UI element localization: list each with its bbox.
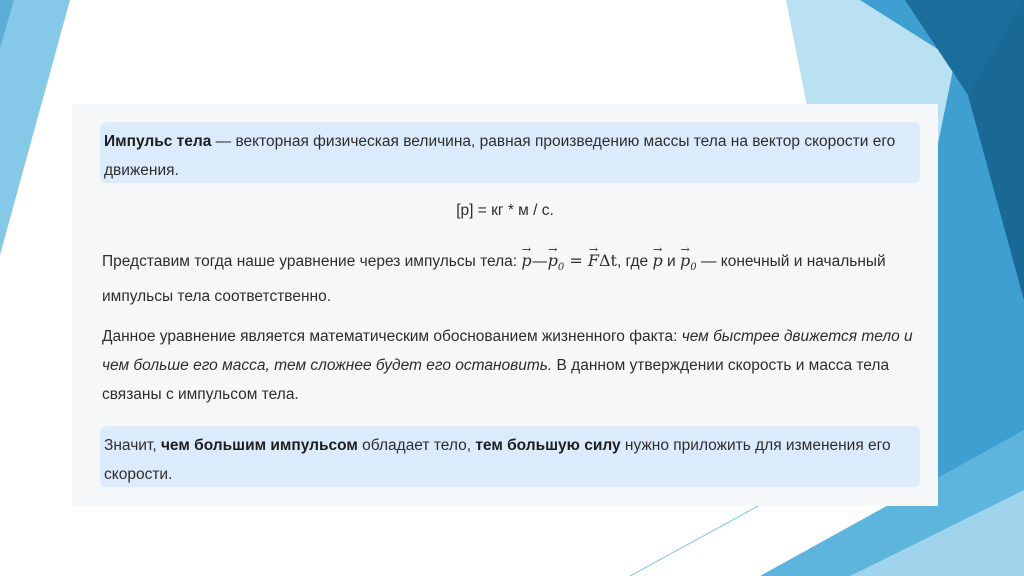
subscript-0: 0: [557, 262, 565, 274]
definition-box: [100, 122, 920, 183]
vector-p-ref: → p: [652, 246, 662, 275]
units-formula: [p] = кг * м / с.: [456, 202, 554, 219]
conclusion-t1: Значит,: [104, 437, 161, 454]
delta-t: Δt: [598, 251, 617, 270]
conclusion-t3: нужно приложить для изменения его скорости.: [104, 437, 891, 483]
vector-p0-ref: → p: [680, 246, 690, 275]
and-text: и: [662, 253, 681, 270]
explanation-italic: чем быстрее движется тело и чем больше его масса, тем сложнее будет его остановить.: [102, 328, 913, 374]
conclusion-b1: чем большим импульсом: [160, 437, 358, 454]
vector-p0: → p: [548, 246, 558, 275]
equation-dash: —: [531, 251, 548, 270]
equation-paragraph: [102, 246, 932, 311]
content-panel: [72, 104, 938, 506]
left-triangle-light: [0, 0, 70, 255]
conclusion-box: [100, 426, 920, 487]
equation-formula: [521, 251, 617, 274]
where-text: , где: [616, 253, 653, 270]
conclusion-t2: обладает тело,: [357, 437, 476, 454]
explanation-start: Данное уравнение является математическим обоснованием жизненного факта:: [102, 328, 682, 345]
definition-text: — векторная физическая величина, равная произведению массы тела на вектор скорости его движения.: [104, 133, 896, 179]
definition-term: Импульс тела: [104, 133, 212, 150]
equals-sign: =: [564, 251, 588, 270]
vector-F: → F: [588, 246, 599, 275]
conclusion-b2: тем большую силу: [475, 437, 621, 454]
vector-p: → p: [521, 246, 531, 275]
thin-line: [630, 505, 760, 576]
explanation-paragraph: [102, 322, 932, 409]
equation-intro: Представим тогда наше уравнение через импульсы тела:: [102, 253, 522, 270]
explanation-end: В данном утверждении скорость и масса тела связаны с импульсом тела.: [102, 357, 890, 403]
equation-tail: — конечный и начальный импульсы тела соответственно.: [102, 253, 886, 306]
subscript-0-ref: 0: [690, 262, 697, 274]
